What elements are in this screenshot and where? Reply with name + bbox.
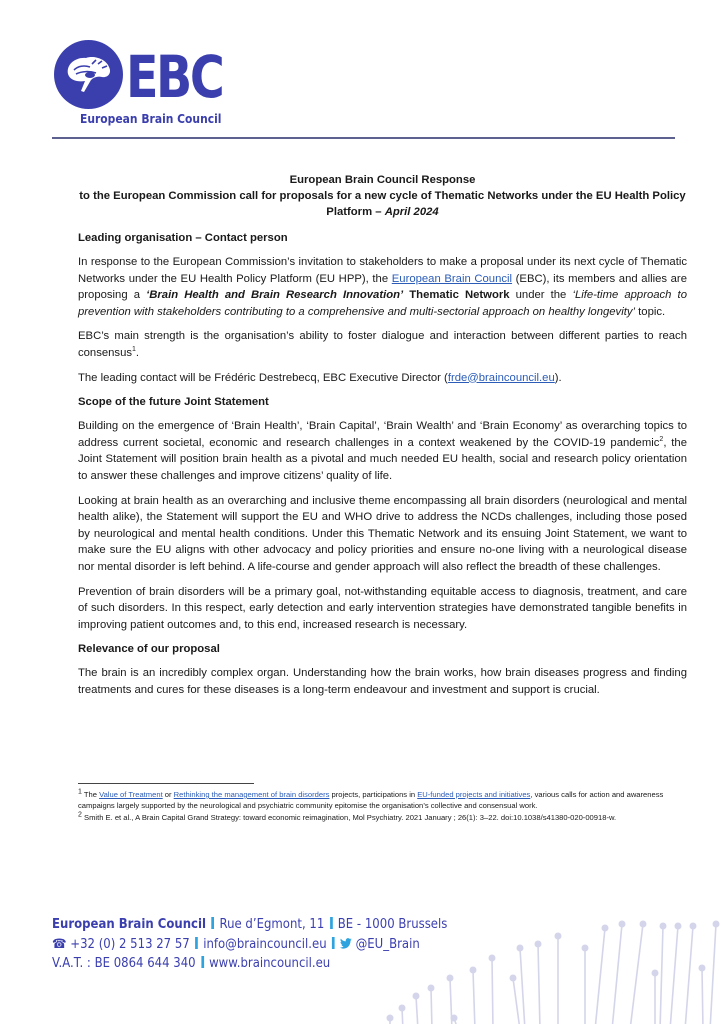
footnote-ref-2[interactable]: 2 <box>659 435 664 443</box>
text: In response to the European Commission’s invitation to stakeholders to make a proposal under its next cycle of Thematic Networks under the EU Health Policy Platform (EU HPP), the <box>78 256 687 285</box>
footnote-number: 2 <box>78 811 82 819</box>
link-european-brain-council[interactable]: European Brain Council <box>391 272 513 285</box>
footnote-number: 1 <box>78 788 82 796</box>
logo-organisation-name: European Brain Council <box>80 111 222 126</box>
paragraph-relevance: The brain is an incredibly complex organ. Understanding how the brain works, how brain diseases progress and finding treatments and cures for these diseases is a long-term endeavour and investment and support is crucial. <box>78 667 687 696</box>
paragraph-inclusive-theme: Looking at brain health as an overarching and inclusive theme encompassing all brain disorders (neurological and mental health alike), the Statement will support the EU and WHO drive to address the NCDs challenges, including those posed by neurological and mental health conditions. Under this Thematic Network and its ensuing Joint Statement, we want to make sure the EU aligns with other advocacy and policy priorities and ensure no-one living with a neurological disease nor mental disorder is left behind. A life-course and gender approach will also reflect the breadth of these challenges. <box>78 494 687 573</box>
text: ). <box>554 371 562 384</box>
paragraph-brain-health <box>78 418 687 484</box>
paragraph-contact <box>78 370 687 387</box>
separator <box>211 917 214 929</box>
paragraph-strength <box>78 328 687 361</box>
title-date: April 2024 <box>384 206 439 218</box>
text: (EBC), its members and allies are proposing a <box>78 272 687 302</box>
text: The <box>81 790 100 799</box>
separator <box>195 937 198 949</box>
separator <box>201 956 204 968</box>
paragraph-invitation <box>78 254 687 320</box>
footnote-divider <box>78 783 254 784</box>
footnote-2 <box>78 812 690 823</box>
footer-twitter[interactable]: @EU_Brain <box>355 936 420 952</box>
link-eu-funded-projects[interactable]: EU-funded projects and initiatives <box>417 790 531 799</box>
title-line-1: European Brain Council Response <box>289 174 476 186</box>
footer-city: BE - 1000 Brussels <box>337 917 448 932</box>
text: The leading contact will be Frédéric Destrebecq, EBC Executive Director ( <box>78 371 448 384</box>
title-platform: Platform – <box>326 206 385 218</box>
heading-scope: Scope of the future Joint Statement <box>78 396 269 409</box>
header-divider <box>52 137 675 139</box>
footer-vat: V.A.T. : BE 0864 644 340 <box>52 956 196 971</box>
document-body <box>78 172 687 706</box>
text: or <box>162 790 174 799</box>
phone-icon: ☎ <box>52 936 67 952</box>
heading-leading-organisation: Leading organisation – Contact person <box>78 232 288 244</box>
footnotes <box>78 789 690 823</box>
footer-email[interactable]: info@braincouncil.eu <box>203 936 327 952</box>
neuron-decoration-icon <box>380 918 724 1024</box>
text: EBC’s main strength is the organisation’s ability to foster dialogue and interaction between different parties to reach consensus <box>78 330 687 359</box>
topic-name: ‘Life-time approach to prevention with stakeholders contributing to a comprehensive and multi-sectorial approach on healthy longevity’ <box>78 289 687 318</box>
text: topic. <box>635 305 666 318</box>
footnote-1 <box>78 789 690 812</box>
text: projects, participations in <box>329 790 418 799</box>
footnote-ref-1[interactable]: 1 <box>132 346 136 354</box>
text: Smith E. et al., A Brain Capital Grand Strategy: toward economic reimagination, Mol Psychiatry. 2021 January ; 26(1): 3–22. doi:10.1038/s41380-020-00918-w. <box>81 812 617 822</box>
paragraph-prevention: Prevention of brain disorders will be a primary goal, not-withstanding equitable access to diagnosis, treatment, and care of such disorders. In this respect, early detection and early intervention strategies have demonstrated tangible benefits in improving patient outcomes and, to this end, increased research is necessary. <box>78 585 687 631</box>
link-value-of-treatment[interactable]: Value of Treatment <box>99 790 163 799</box>
footer-phone: +32 (0) 2 513 27 57 <box>70 936 190 952</box>
separator <box>330 917 333 929</box>
separator <box>332 937 335 949</box>
title-line-3 <box>78 204 687 220</box>
network-name: ‘Brain Health and Brain Research Innovation’ <box>146 289 404 302</box>
text: . <box>135 346 140 359</box>
document-title <box>78 172 687 220</box>
text: Building on the emergence of ‘Brain Health’, ‘Brain Capital’, ‘Brain Wealth’ and ‘Brain Economy’ as overarching topics to address current societal, economic and research challenges in a context weakened by the COVID-19 pandemic <box>78 420 687 449</box>
text-bold: Thematic Network <box>403 289 510 302</box>
logo-letters: EBC <box>126 43 223 111</box>
brain-logo-icon <box>54 40 123 109</box>
heading-relevance: Relevance of our proposal <box>78 643 220 656</box>
footer-org: European Brain Council <box>52 917 206 932</box>
link-contact-email[interactable]: frde@braincouncil.eu <box>447 371 555 384</box>
twitter-bird-icon <box>340 937 352 952</box>
text: , various calls for action and awareness campaigns largely supported by the neurological and psychiatric community epitomise the organisation’s collective and consensual work. <box>78 790 664 811</box>
ebc-logo <box>54 40 223 130</box>
footer-website[interactable]: www.braincouncil.eu <box>209 956 331 971</box>
title-line-2: to the European Commission call for proposals for a new cycle of Thematic Networks under the EU Health Policy <box>79 190 686 202</box>
text: , the Joint Statement will position brain health as a pivotal and much needed EU health, social and research policy orientation to answer these challenges and improve citizens’ quality of life. <box>78 436 687 482</box>
text: under the <box>509 289 573 302</box>
link-rethinking-management[interactable]: Rethinking the management of brain disorders <box>173 790 330 799</box>
footer-address: Rue d’Egmont, 11 <box>219 917 325 932</box>
